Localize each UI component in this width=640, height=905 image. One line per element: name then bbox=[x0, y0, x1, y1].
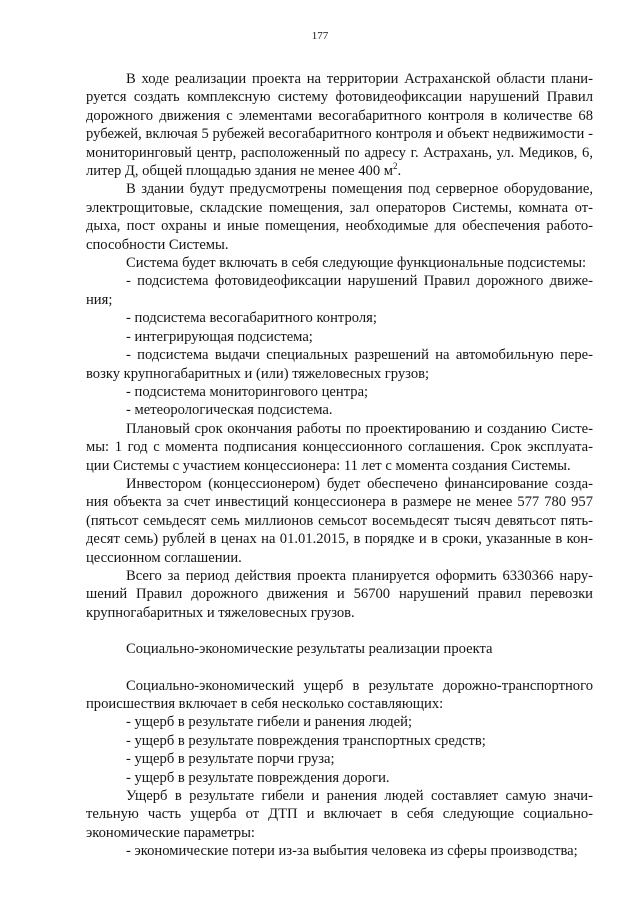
list-item-damage: - ущерб в результате повреждения транспортных средств; bbox=[126, 732, 486, 749]
list-item-damage: - ущерб в результате порчи груза; bbox=[126, 751, 335, 768]
paragraph-damage-intro: Социально-экономический ущерб в результате дорожно-транспортного происшествия включает в себя несколько составляющих: bbox=[86, 677, 593, 712]
list-item-damage: - ущерб в результате гибели и ранения людей; bbox=[126, 714, 412, 731]
paragraph-project-overview bbox=[86, 70, 593, 180]
list-item-subsystem: - подсистема фотовидеофиксации нарушений Правил дорожного движения; bbox=[86, 273, 593, 308]
list-item-subsystem: - подсистема мониторингового центра; bbox=[126, 383, 369, 400]
paragraph-building-rooms: В здании будут предусмотрены помещения под серверное оборудование, электрощитовые, складские помещения, зал операторов Системы, комната отдыха, пост охраны и иные помещения, необходимые для обеспечения работоспособности Системы. bbox=[86, 181, 593, 253]
area-unit-superscript: 2 bbox=[393, 161, 398, 172]
page-body bbox=[86, 70, 593, 861]
paragraph-human-damage: Ущерб в результате гибели и ранения людей составляет самую значительную часть ущерба от ДТП и включает в себя следующие социально-экономические параметры: bbox=[86, 788, 593, 841]
list-item-subsystem: - метеорологическая подсистема. bbox=[126, 402, 333, 419]
list-item-subsystem: - подсистема весогабаритного контроля; bbox=[126, 310, 377, 327]
paragraph-schedule: Плановый срок окончания работы по проектированию и созданию Системы: 1 год с момента подписания концессионного соглашения. Срок эксплуатации Системы с участием концессионера: 11 лет с момента создания Системы. bbox=[86, 420, 593, 474]
section-heading: Социально-экономические результаты реализации проекта bbox=[126, 641, 493, 658]
list-item-parameter: - экономические потери из-за выбытия человека из сферы производства; bbox=[126, 843, 578, 860]
paragraph-investment: Инвестором (концессионером) будет обеспечено финансирование создания объекта за счет инвестиций концессионера в размере не менее 577 780 957 (пятьсот семьдесят семь миллионов семьсот восемьдесят тысяч девятьсот пятьдесят семь) рублей в ценах на 01.01.2015, в порядке и в сроки, указанные в концессионном соглашении. bbox=[86, 475, 593, 566]
paragraph-subsystems-intro: Система будет включать в себя следующие функциональные подсистемы: bbox=[126, 255, 587, 272]
paragraph-violations-total: Всего за период действия проекта планируется оформить 6330366 нарушений Правил дорожного движения и 56700 нарушений правил перевозки крупногабаритных и тяжеловесных грузов. bbox=[86, 567, 593, 621]
page-number: 177 bbox=[311, 30, 329, 42]
paragraph-text: В ходе реализации проекта на территории Астраханской области планируется создать комплексную систему фотовидеофиксации нарушений Правил дорожного движения с элементами весогабаритного контроля в количестве 68 рубежей, включая 5 рубежей весогабаритного контроля и объект недвижимости - мониторинговый центр, расположенный по адресу г. Астрахань, ул. Медиков, 6, литер Д, общей площадью здания не менее 400 м bbox=[86, 71, 593, 180]
list-item-subsystem: - подсистема выдачи специальных разрешений на автомобильную перевозку крупногабаритных и (или) тяжеловесных грузов; bbox=[86, 347, 593, 382]
sentence-end: . bbox=[397, 163, 402, 180]
list-item-subsystem: - интегрирующая подсистема; bbox=[126, 328, 313, 345]
list-item-damage: - ущерб в результате повреждения дороги. bbox=[126, 769, 390, 786]
